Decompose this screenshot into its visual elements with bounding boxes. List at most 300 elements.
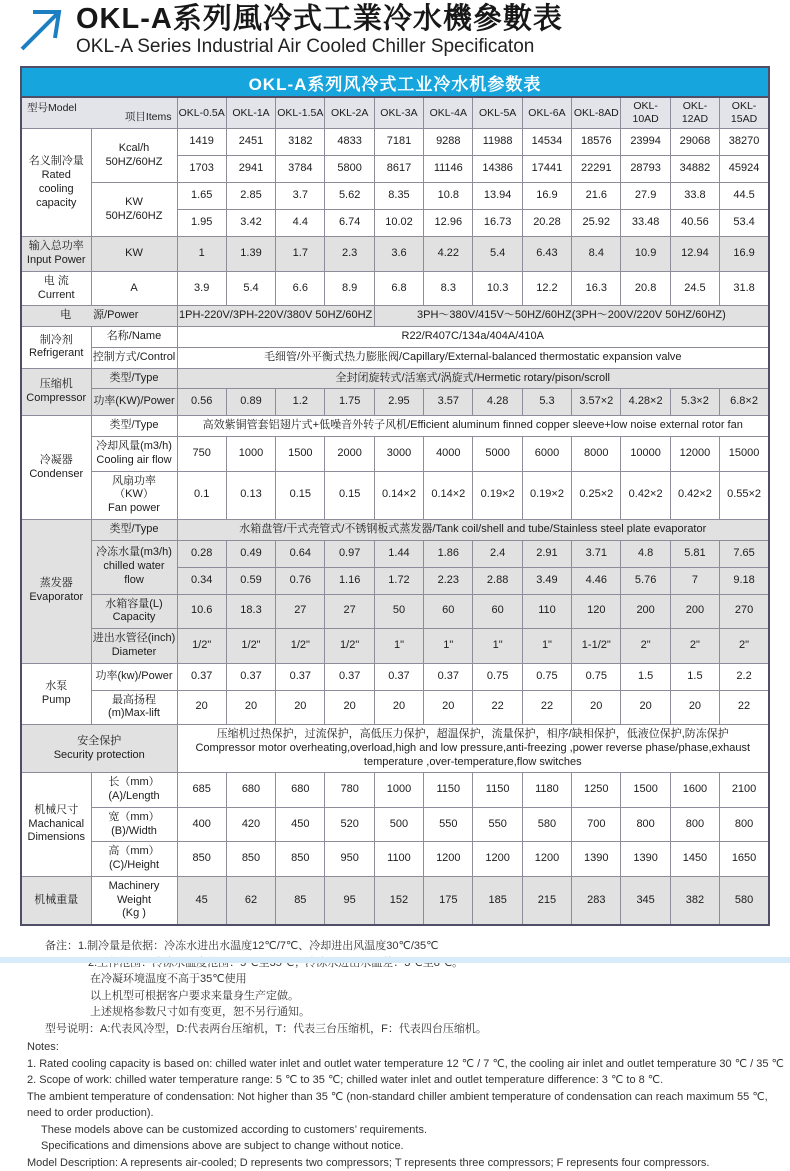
- value-cell: 3.6: [374, 237, 423, 272]
- item-label: 水箱容量(L) Capacity: [91, 594, 177, 629]
- value-cell: 9288: [424, 129, 473, 156]
- table-row: [21, 183, 769, 210]
- value-cell: 17441: [522, 156, 571, 183]
- value-cell: 0.1: [177, 471, 226, 519]
- model-header: OKL-2A: [325, 97, 374, 129]
- value-cell: 850: [226, 842, 275, 877]
- item-label: 功率(kw)/Power: [91, 663, 177, 690]
- value-cell: 3.71: [572, 540, 621, 567]
- value-cell: 1": [522, 629, 571, 664]
- value-cell: 1.5: [670, 663, 719, 690]
- value-cell: 4.4: [276, 210, 325, 237]
- value-cell: 20: [670, 690, 719, 725]
- value-cell: 16.3: [572, 271, 621, 306]
- value-cell: 2.91: [522, 540, 571, 567]
- item-label: Kcal/h 50HZ/60HZ: [91, 129, 177, 183]
- value-cell: 1250: [572, 773, 621, 808]
- corner-model-label: 型号Model: [27, 102, 77, 115]
- value-cell: 21.6: [572, 183, 621, 210]
- value-cell: 1000: [226, 437, 275, 472]
- spec-table: [20, 96, 770, 926]
- value-cell: 700: [572, 807, 621, 842]
- value-cell: 4.28: [473, 389, 522, 416]
- value-cell: 5.62: [325, 183, 374, 210]
- note-line: 在冷凝环境温度不高于35℃使用: [27, 971, 790, 988]
- value-cell: 750: [177, 437, 226, 472]
- table-row: [21, 129, 769, 156]
- value-cell: 2.23: [424, 567, 473, 594]
- value-cell: 1.95: [177, 210, 226, 237]
- value-cell: 45924: [720, 156, 769, 183]
- value-cell: 20: [325, 690, 374, 725]
- value-cell: 20.28: [522, 210, 571, 237]
- value-cell: 6.43: [522, 237, 571, 272]
- table-row: [21, 807, 769, 842]
- value-cell: 60: [473, 594, 522, 629]
- value-cell: 20: [621, 690, 670, 725]
- value-cell: 8.4: [572, 237, 621, 272]
- value-cell: 1.2: [276, 389, 325, 416]
- value-cell: 1180: [522, 773, 571, 808]
- value-cell: 0.42×2: [621, 471, 670, 519]
- value-cell: 14534: [522, 129, 571, 156]
- value-cell: 850: [177, 842, 226, 877]
- item-label: 类型/Type: [91, 519, 177, 540]
- value-cell: 5.76: [621, 567, 670, 594]
- table-row: [21, 347, 769, 368]
- item-label: KW: [91, 237, 177, 272]
- value-cell: 10000: [621, 437, 670, 472]
- value-cell: 780: [325, 773, 374, 808]
- value-cell: 1200: [522, 842, 571, 877]
- corner-cell: [21, 97, 177, 129]
- value-cell: 110: [522, 594, 571, 629]
- table-row: [21, 690, 769, 725]
- page-header: [0, 0, 790, 62]
- value-cell: 44.5: [720, 183, 769, 210]
- value-cell: 23994: [621, 129, 670, 156]
- merged-value: 高效紫铜管套铝翅片式+低噪音外转子风机/Efficient aluminum finned copper sleeve+low noise external rotor fan: [177, 416, 769, 437]
- value-cell: 3.49: [522, 567, 571, 594]
- value-cell: 400: [177, 807, 226, 842]
- value-cell: 12.96: [424, 210, 473, 237]
- value-cell: 8.3: [424, 271, 473, 306]
- value-cell: 2.85: [226, 183, 275, 210]
- value-cell: 8.35: [374, 183, 423, 210]
- item-label: 冷冻水量(m3/h) chilled water flow: [91, 540, 177, 594]
- item-label: 风扇功率（KW） Fan power: [91, 471, 177, 519]
- value-cell: 0.13: [226, 471, 275, 519]
- value-cell: 18576: [572, 129, 621, 156]
- value-cell: 0.15: [276, 471, 325, 519]
- value-cell: 5.3×2: [670, 389, 719, 416]
- corner-items-label: 项目Items: [125, 111, 172, 124]
- value-cell: 0.42×2: [670, 471, 719, 519]
- value-cell: 1390: [621, 842, 670, 877]
- value-cell: 7: [670, 567, 719, 594]
- value-cell: 1150: [424, 773, 473, 808]
- table-row: [21, 306, 769, 327]
- value-cell: 0.64: [276, 540, 325, 567]
- value-cell: 12.94: [670, 237, 719, 272]
- value-cell: 1600: [670, 773, 719, 808]
- item-label: 功率(KW)/Power: [91, 389, 177, 416]
- note-line: Specifications and dimensions above are subject to change without notice.: [27, 1138, 790, 1155]
- value-cell: 4833: [325, 129, 374, 156]
- value-cell: 3.7: [276, 183, 325, 210]
- item-label: 控制方式/Control: [91, 347, 177, 368]
- value-cell: 580: [720, 876, 769, 925]
- value-cell: 550: [473, 807, 522, 842]
- merged-value: 毛细管/外平衡式热力膨胀阀/Capillary/External-balanced thermostatic expansion valve: [177, 347, 769, 368]
- value-cell: 1419: [177, 129, 226, 156]
- value-cell: 200: [621, 594, 670, 629]
- note-line: 上述规格参数尺寸如有变更，恕不另行通知。: [27, 1004, 790, 1021]
- table-row: [21, 594, 769, 629]
- row-label: 电 源/Power: [21, 306, 177, 327]
- value-cell: 1200: [473, 842, 522, 877]
- value-cell: 53.4: [720, 210, 769, 237]
- value-cell: 0.14×2: [424, 471, 473, 519]
- value-cell: 33.48: [621, 210, 670, 237]
- table-row: [21, 540, 769, 567]
- item-label: 宽（mm）(B)/Width: [91, 807, 177, 842]
- value-cell: 3784: [276, 156, 325, 183]
- value-cell: 10.6: [177, 594, 226, 629]
- model-header: OKL-1.5A: [276, 97, 325, 129]
- value-cell: 7.65: [720, 540, 769, 567]
- value-cell: 31.8: [720, 271, 769, 306]
- merged-value: 3PH～380V/415V～50HZ/60HZ(3PH～200V/220V 50HZ/60HZ): [374, 306, 769, 327]
- value-cell: 0.56: [177, 389, 226, 416]
- notes-en: [27, 1039, 790, 1171]
- value-cell: 152: [374, 876, 423, 925]
- arrow-up-right-icon: [13, 5, 67, 55]
- value-cell: 0.37: [276, 663, 325, 690]
- note-line: Notes:: [27, 1039, 790, 1056]
- value-cell: 685: [177, 773, 226, 808]
- value-cell: 24.5: [670, 271, 719, 306]
- value-cell: 0.75: [522, 663, 571, 690]
- value-cell: 10.8: [424, 183, 473, 210]
- value-cell: 0.37: [325, 663, 374, 690]
- table-row: [21, 842, 769, 877]
- value-cell: 0.19×2: [473, 471, 522, 519]
- value-cell: 5.81: [670, 540, 719, 567]
- value-cell: 12000: [670, 437, 719, 472]
- value-cell: 16.9: [522, 183, 571, 210]
- value-cell: 3.9: [177, 271, 226, 306]
- value-cell: 1390: [572, 842, 621, 877]
- value-cell: 1": [374, 629, 423, 664]
- page-subtitle-en: OKL-A Series Industrial Air Cooled Chiller Specificaton: [76, 36, 790, 58]
- value-cell: 2000: [325, 437, 374, 472]
- value-cell: 680: [226, 773, 275, 808]
- table-row: [21, 437, 769, 472]
- merged-value: 水箱盘管/干式壳管式/不锈钢板式蒸发器/Tank coil/shell and tube/Stainless steel plate evaporator: [177, 519, 769, 540]
- value-cell: 22: [522, 690, 571, 725]
- table-row: [21, 471, 769, 519]
- value-cell: 22291: [572, 156, 621, 183]
- value-cell: 18.3: [226, 594, 275, 629]
- value-cell: 0.19×2: [522, 471, 571, 519]
- value-cell: 3.42: [226, 210, 275, 237]
- value-cell: 2": [720, 629, 769, 664]
- value-cell: 4.28×2: [621, 389, 670, 416]
- value-cell: 1.65: [177, 183, 226, 210]
- row-label: 机械重量: [21, 876, 91, 925]
- model-header: OKL-5A: [473, 97, 522, 129]
- value-cell: 28793: [621, 156, 670, 183]
- value-cell: 11988: [473, 129, 522, 156]
- model-header: OKL-8AD: [572, 97, 621, 129]
- value-cell: 850: [276, 842, 325, 877]
- value-cell: 0.34: [177, 567, 226, 594]
- row-label: 机械尺寸 Machanical Dimensions: [21, 773, 91, 877]
- table-row: [21, 327, 769, 348]
- value-cell: 4.46: [572, 567, 621, 594]
- notes-section: [27, 938, 790, 1171]
- footer-strip: [0, 957, 790, 963]
- value-cell: 13.94: [473, 183, 522, 210]
- value-cell: 1.16: [325, 567, 374, 594]
- value-cell: 2451: [226, 129, 275, 156]
- value-cell: 5.4: [226, 271, 275, 306]
- row-label: 冷凝器 Condenser: [21, 416, 91, 520]
- item-label: 进出水管径(inch) Diameter: [91, 629, 177, 664]
- value-cell: 9.18: [720, 567, 769, 594]
- value-cell: 29068: [670, 129, 719, 156]
- value-cell: 0.37: [424, 663, 473, 690]
- value-cell: 0.14×2: [374, 471, 423, 519]
- value-cell: 1.86: [424, 540, 473, 567]
- item-label: 长（mm）(A)/Length: [91, 773, 177, 808]
- value-cell: 1.5: [621, 663, 670, 690]
- value-cell: 175: [424, 876, 473, 925]
- value-cell: 6.74: [325, 210, 374, 237]
- value-cell: 0.59: [226, 567, 275, 594]
- value-cell: 1500: [276, 437, 325, 472]
- item-label: 类型/Type: [91, 368, 177, 389]
- value-cell: 62: [226, 876, 275, 925]
- value-cell: 5800: [325, 156, 374, 183]
- note-line: These models above can be customized according to customers’ requirements.: [27, 1122, 790, 1139]
- row-label: 压缩机 Compressor: [21, 368, 91, 416]
- value-cell: 20: [276, 690, 325, 725]
- value-cell: 1650: [720, 842, 769, 877]
- value-cell: 0.89: [226, 389, 275, 416]
- value-cell: 550: [424, 807, 473, 842]
- model-header: OKL-3A: [374, 97, 423, 129]
- value-cell: 1-1/2": [572, 629, 621, 664]
- table-row: [21, 416, 769, 437]
- merged-value: R22/R407C/134a/404A/410A: [177, 327, 769, 348]
- value-cell: 10.9: [621, 237, 670, 272]
- table-row: [21, 271, 769, 306]
- value-cell: 34882: [670, 156, 719, 183]
- table-title-bar: OKL-A系列风冷式工业冷水机参数表: [20, 66, 770, 96]
- item-label: 类型/Type: [91, 416, 177, 437]
- value-cell: 1500: [621, 773, 670, 808]
- value-cell: 16.9: [720, 237, 769, 272]
- page-title-zh: OKL-A系列風冷式工業冷水機參數表: [76, 4, 790, 34]
- note-line: 2. Scope of work: chilled water temperature range: 5 ℃ to 35 ℃; chilled water inlet and outlet temperature difference: 3 ℃ to 8 ℃.: [27, 1072, 790, 1089]
- value-cell: 2941: [226, 156, 275, 183]
- value-cell: 25.92: [572, 210, 621, 237]
- value-cell: 7181: [374, 129, 423, 156]
- value-cell: 0.55×2: [720, 471, 769, 519]
- value-cell: 85: [276, 876, 325, 925]
- value-cell: 1/2": [177, 629, 226, 664]
- value-cell: 1200: [424, 842, 473, 877]
- merged-value: 压缩机过热保护，过流保护，高低压力保护，超温保护，流量保护，相序/缺相保护，低液位保护,防冻保护 Compressor motor overheating,overload,high and low pressure,anti-freezing ,power reverse phase/phase,exhaust temperature ,over-temperature,flow switches: [177, 725, 769, 773]
- item-label: A: [91, 271, 177, 306]
- value-cell: 0.97: [325, 540, 374, 567]
- value-cell: 50: [374, 594, 423, 629]
- value-cell: 20: [572, 690, 621, 725]
- value-cell: 215: [522, 876, 571, 925]
- table-row: [21, 876, 769, 925]
- note-line: 以上机型可根据客户要求来量身生产定做。: [27, 988, 790, 1005]
- value-cell: 345: [621, 876, 670, 925]
- value-cell: 14386: [473, 156, 522, 183]
- note-line: 1. Rated cooling capacity is based on: chilled water inlet and outlet water temperature 12 ℃ / 7 ℃, the cooling air inlet and outlet temperature 30 ℃ / 35 ℃: [27, 1056, 790, 1073]
- value-cell: 270: [720, 594, 769, 629]
- value-cell: 8.9: [325, 271, 374, 306]
- value-cell: 382: [670, 876, 719, 925]
- row-label: 蒸发器 Evaporator: [21, 519, 91, 663]
- value-cell: 1450: [670, 842, 719, 877]
- value-cell: 0.49: [226, 540, 275, 567]
- value-cell: 580: [522, 807, 571, 842]
- model-header: OKL-15AD: [720, 97, 769, 129]
- value-cell: 1/2": [226, 629, 275, 664]
- value-cell: 420: [226, 807, 275, 842]
- value-cell: 1": [473, 629, 522, 664]
- table-row: [21, 519, 769, 540]
- table-row: [21, 773, 769, 808]
- value-cell: 20: [177, 690, 226, 725]
- value-cell: 6000: [522, 437, 571, 472]
- model-header: OKL-12AD: [670, 97, 719, 129]
- value-cell: 800: [720, 807, 769, 842]
- model-header: OKL-1A: [226, 97, 275, 129]
- value-cell: 20: [374, 690, 423, 725]
- value-cell: 3.57×2: [572, 389, 621, 416]
- value-cell: 0.37: [374, 663, 423, 690]
- value-cell: 800: [621, 807, 670, 842]
- value-cell: 500: [374, 807, 423, 842]
- model-header-row: [21, 97, 769, 129]
- value-cell: 2.2: [720, 663, 769, 690]
- value-cell: 520: [325, 807, 374, 842]
- value-cell: 1": [424, 629, 473, 664]
- value-cell: 950: [325, 842, 374, 877]
- value-cell: 0.28: [177, 540, 226, 567]
- value-cell: 1703: [177, 156, 226, 183]
- value-cell: 20: [424, 690, 473, 725]
- item-label: 最高扬程(m)Max-lift: [91, 690, 177, 725]
- item-label: 名称/Name: [91, 327, 177, 348]
- value-cell: 800: [670, 807, 719, 842]
- value-cell: 3182: [276, 129, 325, 156]
- item-label: 冷却风量(m3/h) Cooling air flow: [91, 437, 177, 472]
- value-cell: 33.8: [670, 183, 719, 210]
- note-line: 备注：1.制冷量是依据：冷冻水进出水温度12℃/7℃、冷却进出风温度30℃/35℃: [27, 938, 790, 955]
- value-cell: 1: [177, 237, 226, 272]
- value-cell: 3.57: [424, 389, 473, 416]
- value-cell: 120: [572, 594, 621, 629]
- value-cell: 2": [621, 629, 670, 664]
- model-header: OKL-10AD: [621, 97, 670, 129]
- merged-value: 1PH-220V/3PH-220V/380V 50HZ/60HZ: [177, 306, 374, 327]
- value-cell: 8000: [572, 437, 621, 472]
- value-cell: 45: [177, 876, 226, 925]
- value-cell: 60: [424, 594, 473, 629]
- model-header: OKL-6A: [522, 97, 571, 129]
- value-cell: 185: [473, 876, 522, 925]
- value-cell: 0.76: [276, 567, 325, 594]
- value-cell: 283: [572, 876, 621, 925]
- value-cell: 4000: [424, 437, 473, 472]
- table-row: [21, 663, 769, 690]
- value-cell: 15000: [720, 437, 769, 472]
- value-cell: 1/2": [325, 629, 374, 664]
- value-cell: 1.39: [226, 237, 275, 272]
- value-cell: 4.22: [424, 237, 473, 272]
- value-cell: 0.15: [325, 471, 374, 519]
- value-cell: 27: [276, 594, 325, 629]
- value-cell: 200: [670, 594, 719, 629]
- value-cell: 1.75: [325, 389, 374, 416]
- row-label: 水泵 Pump: [21, 663, 91, 725]
- value-cell: 1/2": [276, 629, 325, 664]
- value-cell: 0.25×2: [572, 471, 621, 519]
- notes-zh: [27, 938, 790, 1037]
- value-cell: 0.37: [177, 663, 226, 690]
- value-cell: 10.3: [473, 271, 522, 306]
- value-cell: 0.75: [572, 663, 621, 690]
- value-cell: 11146: [424, 156, 473, 183]
- note-line: The ambient temperature of condensation: Not higher than 35 ℃ (non-standard chiller ambient temperature of condensation can reach maximum 55 ℃, need to order production).: [27, 1089, 790, 1122]
- value-cell: 1150: [473, 773, 522, 808]
- value-cell: 20.8: [621, 271, 670, 306]
- value-cell: 1.7: [276, 237, 325, 272]
- value-cell: 5.3: [522, 389, 571, 416]
- table-row: [21, 389, 769, 416]
- row-label: 输入总功率 Input Power: [21, 237, 91, 272]
- row-label: 电 流 Current: [21, 271, 91, 306]
- value-cell: 1000: [374, 773, 423, 808]
- value-cell: 16.73: [473, 210, 522, 237]
- value-cell: 5000: [473, 437, 522, 472]
- value-cell: 1.72: [374, 567, 423, 594]
- note-line: 型号说明：A:代表风冷型，D:代表两台压缩机，T：代表三台压缩机，F：代表四台压缩机。: [27, 1021, 790, 1038]
- value-cell: 2.3: [325, 237, 374, 272]
- table-row: [21, 368, 769, 389]
- value-cell: 8617: [374, 156, 423, 183]
- note-line: Model Description: A represents air-cooled; D represents two compressors; T represents three compressors; F represents four compressors.: [27, 1155, 790, 1171]
- table-row: [21, 725, 769, 773]
- value-cell: 40.56: [670, 210, 719, 237]
- value-cell: 680: [276, 773, 325, 808]
- value-cell: 2.88: [473, 567, 522, 594]
- value-cell: 2": [670, 629, 719, 664]
- model-header: OKL-4A: [424, 97, 473, 129]
- value-cell: 0.37: [226, 663, 275, 690]
- value-cell: 6.8: [374, 271, 423, 306]
- value-cell: 450: [276, 807, 325, 842]
